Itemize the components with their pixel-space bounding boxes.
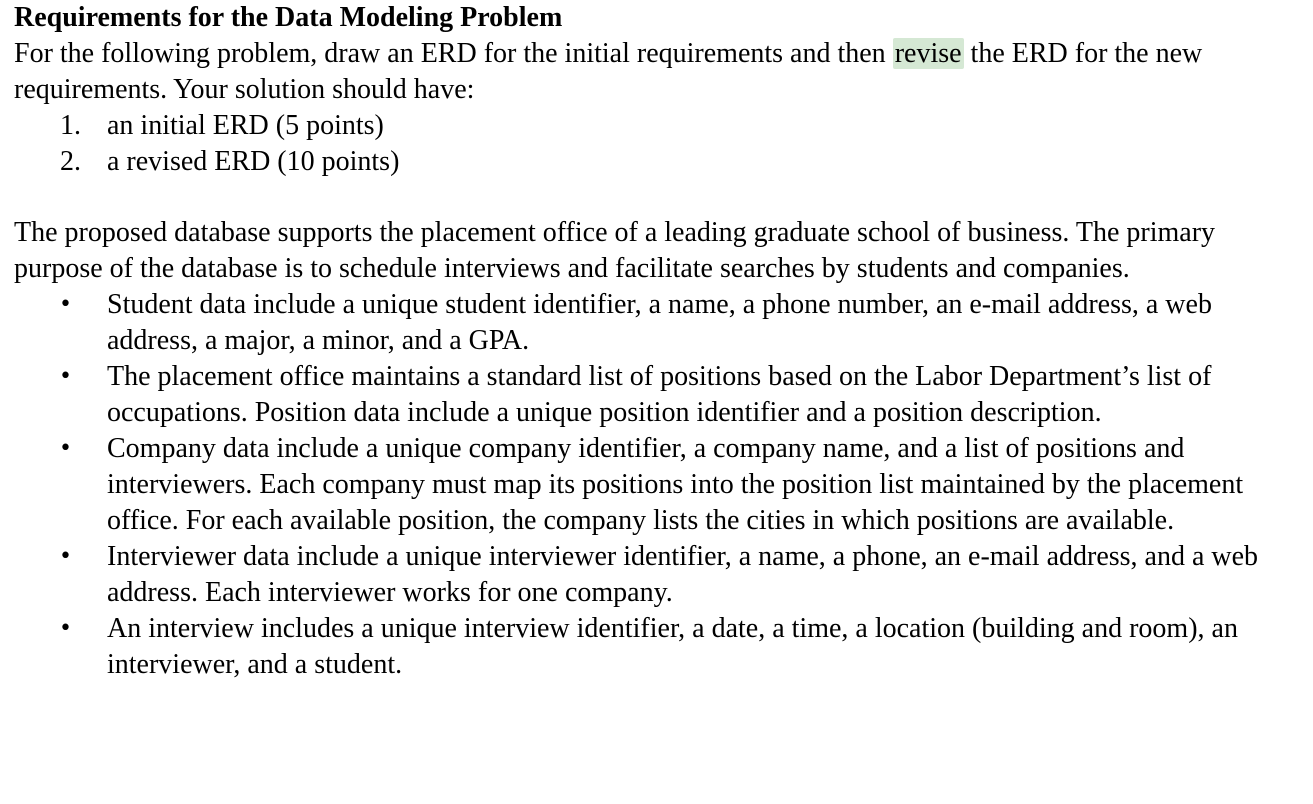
document-page	[14, 0, 1304, 683]
highlighted-word: revise	[894, 38, 962, 69]
deliverable-text: an initial ERD (5 points)	[107, 110, 384, 141]
requirement-item-interview	[14, 611, 1304, 683]
requirement-text: Company data include a unique company identifier, a company name, and a list of positions and interviewers. Each company must map its positions into the position list maintained by the placement office. For each available position, the company lists the cities in which positions are available.	[107, 433, 1244, 536]
requirement-text: The placement office maintains a standard list of positions based on the Labor Department’s list of occupations. Position data include a unique position identifier and a position description.	[107, 361, 1212, 428]
requirements-list	[14, 287, 1304, 683]
requirement-item-student	[14, 287, 1304, 359]
bullet-icon: •	[59, 292, 72, 317]
description-paragraph: The proposed database supports the placement office of a leading graduate school of business. The primary purpose of the database is to schedule interviews and facilitate searches by students and companies.	[14, 217, 1216, 284]
deliverable-number: 1.	[60, 110, 81, 141]
bullet-icon: •	[59, 436, 72, 461]
deliverable-item	[14, 108, 1304, 144]
document-heading: Requirements for the Data Modeling Problem	[14, 2, 563, 33]
requirement-text: An interview includes a unique interview identifier, a date, a time, a location (building and room), an interviewer, and a student.	[107, 613, 1238, 680]
spacer	[14, 180, 1304, 215]
intro-paragraph	[14, 36, 1304, 108]
bullet-icon: •	[59, 616, 72, 641]
deliverable-item	[14, 144, 1304, 180]
deliverable-text: a revised ERD (10 points)	[107, 146, 400, 177]
intro-text-part1: For the following problem, draw an ERD for the initial requirements and then	[14, 38, 893, 69]
requirement-item-interviewer	[14, 539, 1304, 611]
bullet-icon: •	[59, 544, 72, 569]
bullet-icon: •	[59, 364, 72, 389]
intro-text-part2: the ERD for the new requirements. Your solution should have:	[14, 38, 1203, 105]
requirement-text: Interviewer data include a unique interviewer identifier, a name, a phone, an e-mail address, and a web address. Each interviewer works for one company.	[107, 541, 1259, 608]
requirement-item-company	[14, 431, 1304, 539]
deliverables-list	[14, 108, 1304, 180]
requirement-text: Student data include a unique student identifier, a name, a phone number, an e-mail address, a web address, a major, a minor, and a GPA.	[107, 289, 1212, 356]
deliverable-number: 2.	[60, 146, 81, 177]
requirement-item-position	[14, 359, 1304, 431]
